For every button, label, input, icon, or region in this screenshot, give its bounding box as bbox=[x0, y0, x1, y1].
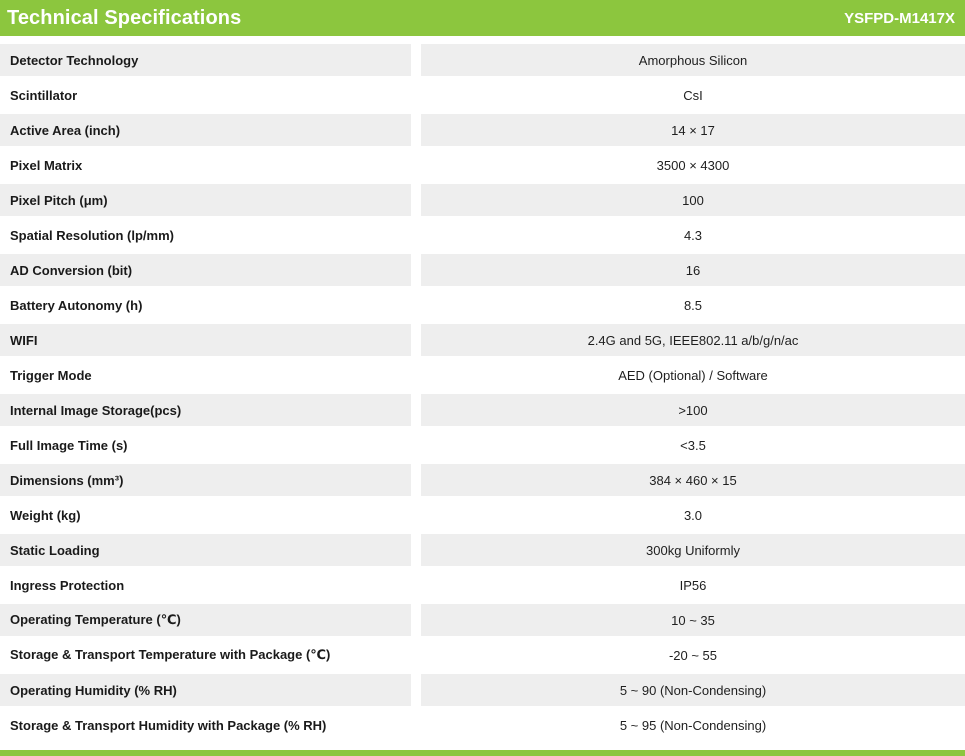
table-row bbox=[0, 499, 965, 534]
spec-label: Static Loading bbox=[0, 534, 411, 566]
spec-value: 5 ~ 90 (Non-Condensing) bbox=[421, 674, 965, 706]
spec-label: Spatial Resolution (lp/mm) bbox=[0, 219, 411, 251]
spec-label: Scintillator bbox=[0, 79, 411, 111]
spec-value: 10 ~ 35 bbox=[421, 604, 965, 636]
table-row bbox=[0, 149, 965, 184]
table-row bbox=[0, 114, 965, 149]
spec-value: >100 bbox=[421, 394, 965, 426]
spec-label: Pixel Matrix bbox=[0, 149, 411, 181]
footer-accent-bar bbox=[0, 750, 965, 756]
spec-label: AD Conversion (bit) bbox=[0, 254, 411, 286]
table-row bbox=[0, 184, 965, 219]
spec-label: Active Area (inch) bbox=[0, 114, 411, 146]
table-row bbox=[0, 709, 965, 744]
table-row bbox=[0, 464, 965, 499]
spec-value: AED (Optional) / Software bbox=[421, 359, 965, 391]
table-row bbox=[0, 219, 965, 254]
spec-label: WIFI bbox=[0, 324, 411, 356]
spec-table bbox=[0, 44, 965, 744]
spec-value: 384 × 460 × 15 bbox=[421, 464, 965, 496]
spec-value: 100 bbox=[421, 184, 965, 216]
spec-value: Amorphous Silicon bbox=[421, 44, 965, 76]
table-row bbox=[0, 324, 965, 359]
table-row bbox=[0, 44, 965, 79]
table-row bbox=[0, 429, 965, 464]
table-row bbox=[0, 604, 965, 639]
spec-label: Weight (kg) bbox=[0, 499, 411, 531]
table-row bbox=[0, 79, 965, 114]
spec-value: IP56 bbox=[421, 569, 965, 601]
table-row bbox=[0, 359, 965, 394]
table-row bbox=[0, 639, 965, 674]
spec-label: Internal Image Storage(pcs) bbox=[0, 394, 411, 426]
spec-value: 5 ~ 95 (Non-Condensing) bbox=[421, 709, 965, 741]
spec-value: 4.3 bbox=[421, 219, 965, 251]
spec-label: Operating Temperature (℃) bbox=[0, 604, 411, 636]
spec-value: 300kg Uniformly bbox=[421, 534, 965, 566]
page-title: Technical Specifications bbox=[7, 6, 242, 29]
table-row bbox=[0, 254, 965, 289]
spec-value: -20 ~ 55 bbox=[421, 639, 965, 671]
table-row bbox=[0, 289, 965, 324]
table-row bbox=[0, 674, 965, 709]
spec-value: 16 bbox=[421, 254, 965, 286]
spec-label: Detector Technology bbox=[0, 44, 411, 76]
spec-value: 3500 × 4300 bbox=[421, 149, 965, 181]
spec-header bbox=[0, 0, 965, 36]
table-row bbox=[0, 569, 965, 604]
spec-value: CsI bbox=[421, 79, 965, 111]
spec-label: Storage & Transport Temperature with Package (℃) bbox=[0, 639, 411, 671]
spec-label: Dimensions (mm³) bbox=[0, 464, 411, 496]
spec-value: <3.5 bbox=[421, 429, 965, 461]
spec-value: 14 × 17 bbox=[421, 114, 965, 146]
model-number: YSFPD-M1417X bbox=[844, 9, 955, 27]
spec-label: Battery Autonomy (h) bbox=[0, 289, 411, 321]
spec-label: Ingress Protection bbox=[0, 569, 411, 601]
spec-label: Pixel Pitch (μm) bbox=[0, 184, 411, 216]
spec-label: Operating Humidity (% RH) bbox=[0, 674, 411, 706]
spec-value: 8.5 bbox=[421, 289, 965, 321]
spec-label: Trigger Mode bbox=[0, 359, 411, 391]
spec-label: Full Image Time (s) bbox=[0, 429, 411, 461]
spec-value: 3.0 bbox=[421, 499, 965, 531]
spec-value: 2.4G and 5G, IEEE802.11 a/b/g/n/ac bbox=[421, 324, 965, 356]
spec-label: Storage & Transport Humidity with Package (% RH) bbox=[0, 709, 411, 741]
table-row bbox=[0, 394, 965, 429]
table-row bbox=[0, 534, 965, 569]
